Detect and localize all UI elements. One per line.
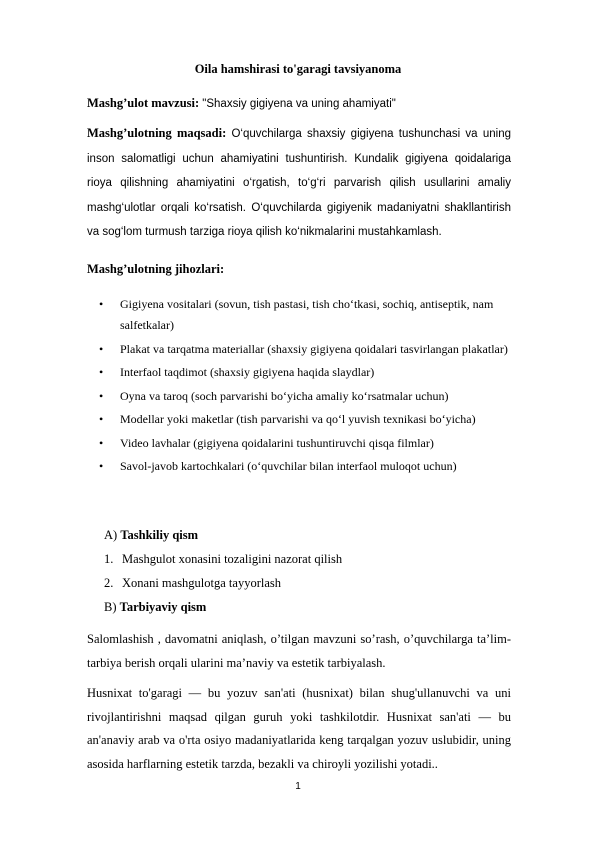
bullet-icon: •: [99, 297, 104, 311]
bullet-icon: •: [99, 341, 104, 356]
bullet-icon: •: [99, 435, 104, 450]
objective-text: O‘quvchilarga shaxsiy gigiyena tushunchasi va uning inson salomatligi uchun ahamiyatini tushuntirish. Kundalik gigiyena qoidalariga rioya qilishning ahamiyatini o‘rgatish, to‘g‘ri parvarish qilish usullarini amaliy mashg‘ulotlar orqali ko‘rsatish. O‘quvchilarda gigiyenik madaniyatni shakllantirish va sog‘lom turmush tarziga rioya qilish ko‘nikmalarini mustahkamlash.: [87, 128, 511, 238]
topic-line: [87, 92, 511, 117]
topic-label: Mashg’ulot mavzusi:: [87, 96, 200, 110]
numbered-item: 1. Mashgulot xonasini tozaligini nazorat qilish: [104, 552, 343, 566]
bullet-icon: •: [99, 459, 104, 473]
greeting-paragraph: Salomlashish , davomatni aniqlash, o’tilgan mavzuni so’rash, o’quvchilarga ta’lim-tarbiya berish orqali ularini ma’naviy va estetik tarbiyalash.: [87, 632, 511, 670]
list-item: • Modellar yoki maketlar (tish parvarishi va qo‘l yuvish texnikasi bo‘yicha): [87, 409, 533, 430]
equipment-heading: Mashg’ulotning jihozlari:: [87, 262, 225, 276]
objective-label: Mashg’ulotning maqsadi:: [87, 126, 227, 140]
list-item: • Oyna va taroq (soch parvarishi bo‘yicha amaliy ko‘rsatmalar uchun): [87, 386, 533, 407]
list-item: • Savol-javob kartochkalari (o‘quvchilar bilan interfaol muloqot uchun): [87, 456, 533, 477]
section-b-heading: B) Tarbiyaviy qism: [104, 600, 207, 614]
page-number: 1: [295, 781, 301, 792]
calligraphy-paragraph: Husnixat to'garagi — bu yozuv san'ati (husnixat) bilan shug'ullanuvchi va uni rivojlantirishni maqsad qilgan guruh yoki tashkilotdir. Husnixat san'ati — bu an'anaviy arab va o'rta osiyo madaniyatlarida keng tarqalgan yozuv uslubidir, uning asosida harflarning estetik tarzda, bezakli va chiroyli yozilishi yotadi..: [87, 686, 511, 771]
equipment-list: [87, 294, 533, 480]
objective-paragraph: [87, 122, 511, 245]
bullet-icon: •: [99, 388, 104, 403]
list-item: • Interfaol taqdimot (shaxsiy gigiyena haqida slaydlar): [87, 362, 533, 383]
topic-value: "Shaxsiy gigiyena va uning ahamiyati": [202, 98, 396, 110]
bullet-icon: •: [99, 365, 104, 379]
list-item: • Video lavhalar (gigiyena qoidalarini tushuntiruvchi qisqa filmlar): [87, 433, 533, 454]
page-title: Oila hamshirasi to'garagi tavsiyanoma: [194, 62, 402, 76]
section-a-heading: A) Tashkiliy qism: [104, 528, 199, 542]
list-item: • Plakat va tarqatma materiallar (shaxsiy gigiyena qoidalari tasvirlangan plakatlar): [87, 339, 533, 360]
bullet-icon: •: [99, 412, 104, 426]
list-item: • Gigiyena vositalari (sovun, tish pastasi, tish cho‘tkasi, sochiq, antiseptik, nam salfetkalar): [87, 294, 533, 336]
numbered-item: 2. Xonani mashgulotga tayyorlash: [104, 576, 281, 590]
